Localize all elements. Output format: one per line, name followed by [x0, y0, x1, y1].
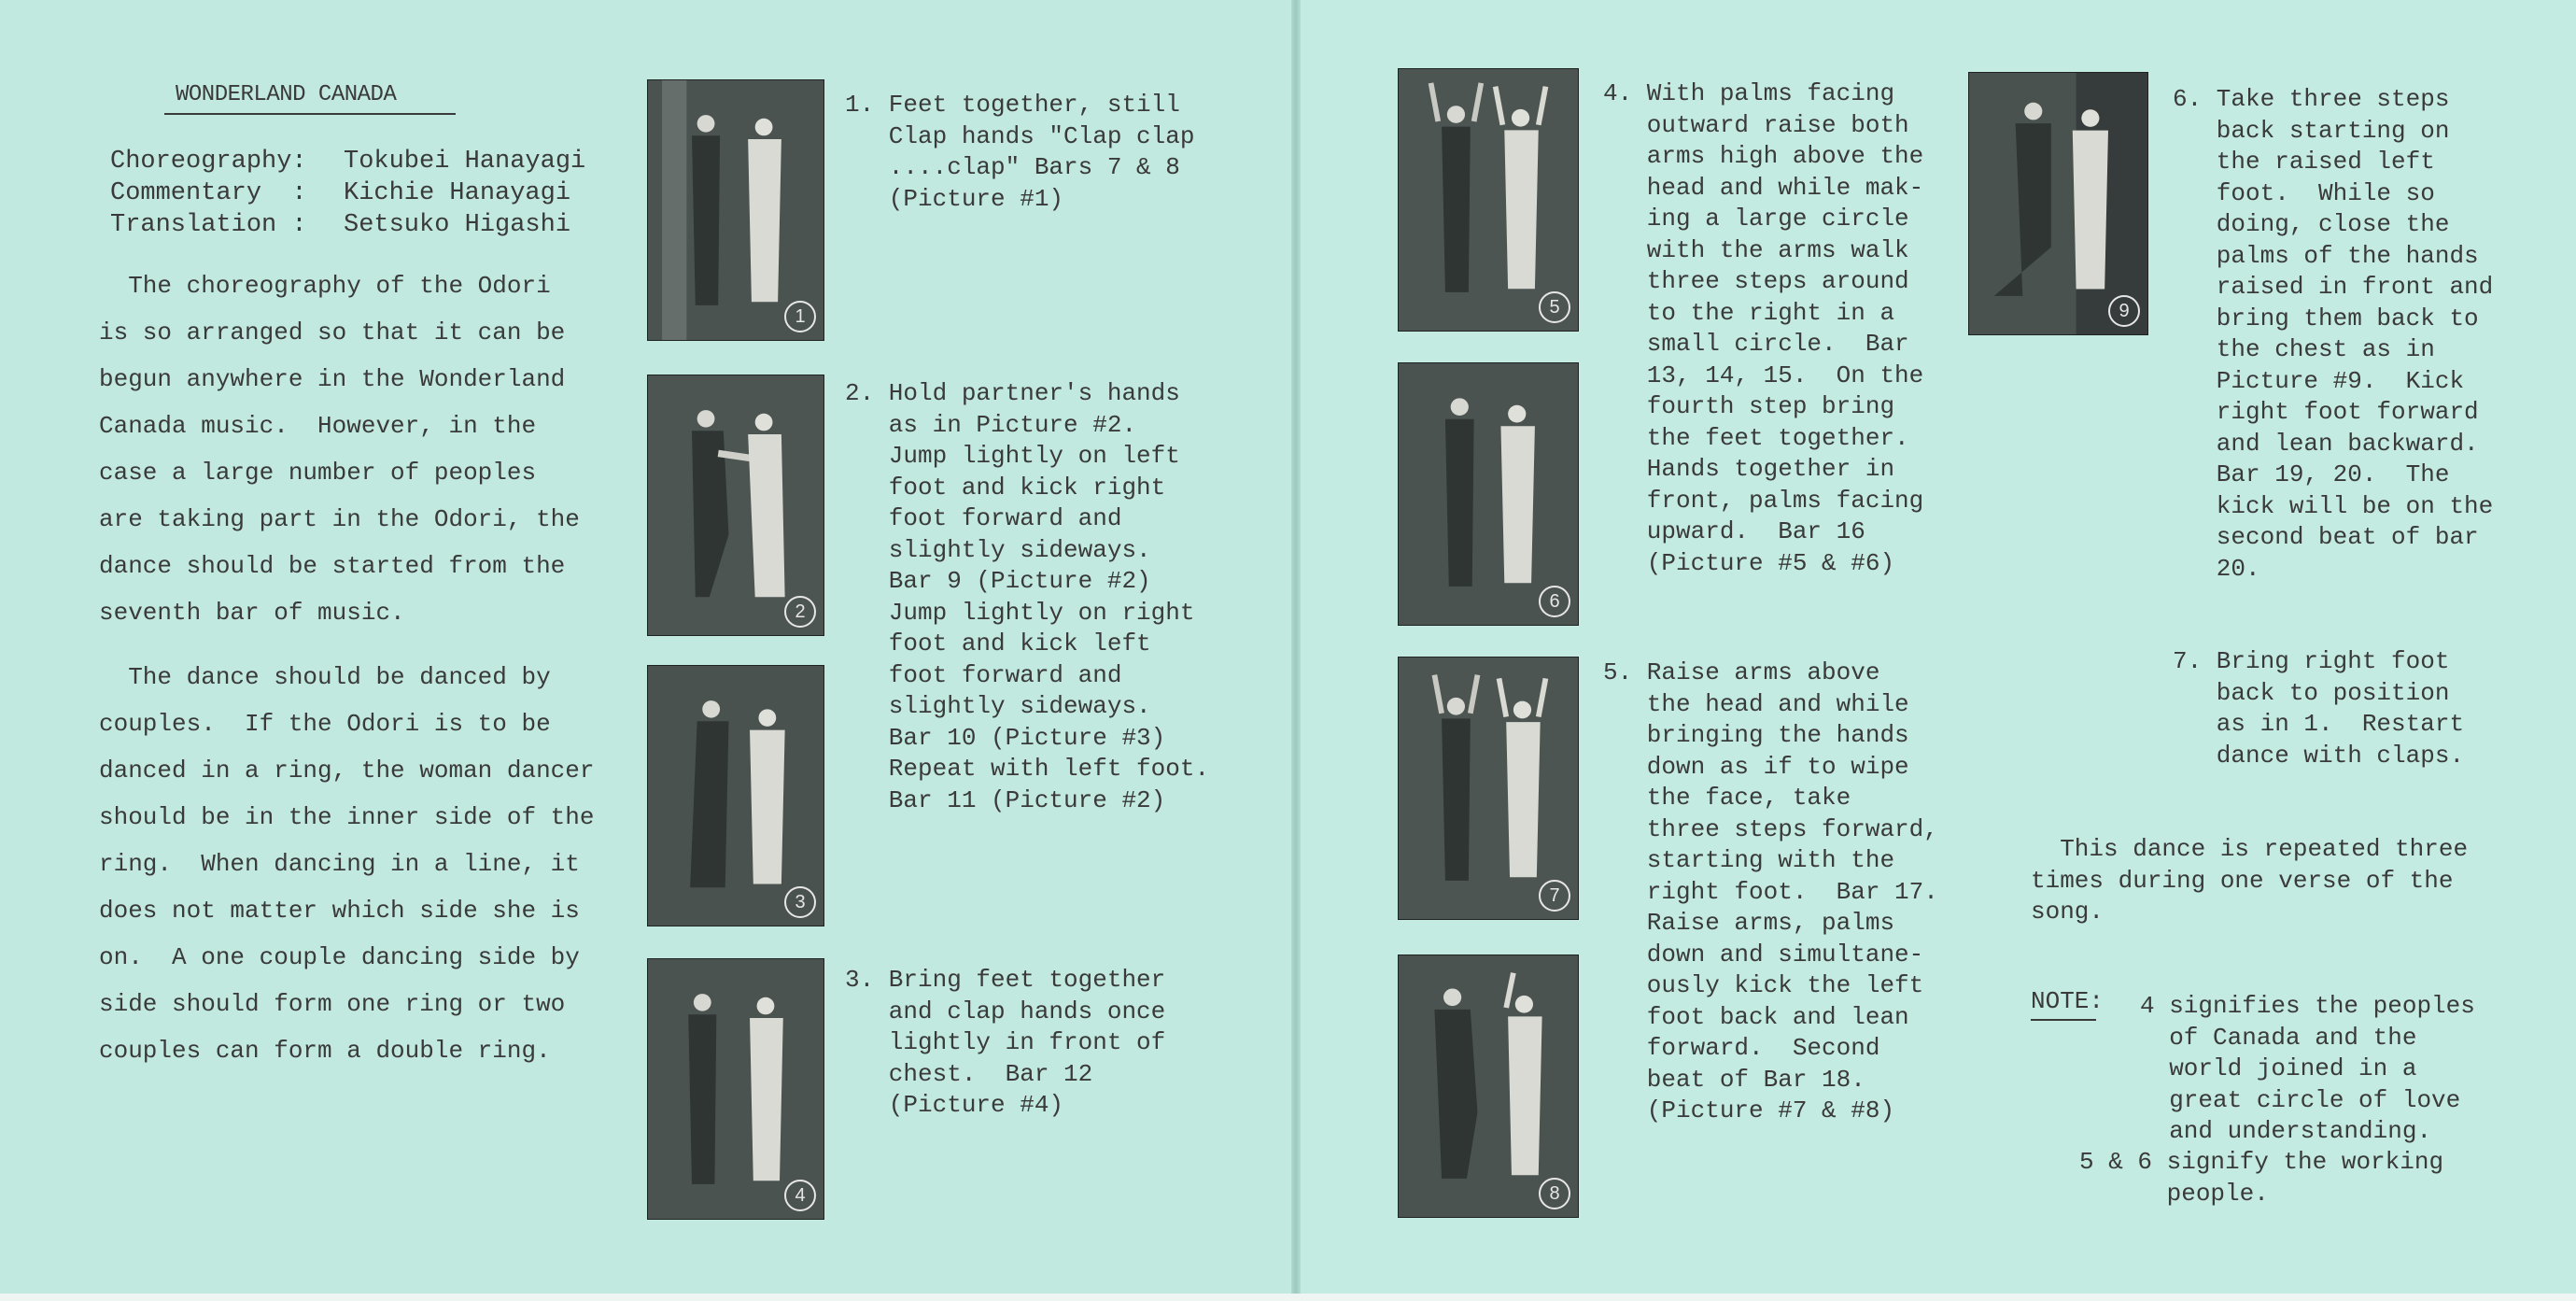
- step-line: Clap hands "Clap clap: [845, 121, 1195, 150]
- step-line: Jump lightly on right: [845, 598, 1195, 627]
- dance-photo-8: [1398, 955, 1579, 1218]
- step-line: 1. Feet together, still: [845, 91, 1180, 119]
- step-line: foot and kick right: [845, 473, 1166, 502]
- step-line: Bar 10 (Picture #3): [845, 723, 1166, 752]
- dance-photo-3: [647, 665, 824, 926]
- paragraph-line: couples. If the Odori is to be: [99, 710, 551, 738]
- step-line: 20.: [2173, 554, 2260, 583]
- step-line: (Picture #5 & #6): [1603, 548, 1895, 577]
- credit-row: [110, 146, 585, 177]
- step-6-text: [2173, 84, 2493, 585]
- step-line: This dance is repeated three: [2031, 835, 2469, 863]
- step-line: Hands together in: [1603, 455, 1895, 483]
- note-line: world joined in a: [2140, 1054, 2417, 1082]
- page-bottom-edge: [0, 1294, 2576, 1301]
- credit-name: Kichie Hanayagi: [344, 179, 571, 207]
- step-line: foot and kick left: [845, 629, 1151, 658]
- step-line: right foot forward: [2173, 398, 2479, 426]
- step-line: Bar 11 (Picture #2): [845, 785, 1166, 814]
- step-line: lightly in front of: [845, 1028, 1166, 1056]
- step-line: (Picture #7 & #8): [1603, 1096, 1895, 1124]
- note-label: NOTE:: [2031, 987, 2104, 1015]
- step-line: back to position: [2173, 678, 2450, 707]
- step-line: times during one verse of the: [2031, 866, 2454, 895]
- step-7-text: [2173, 646, 2464, 771]
- step-line: forward. Second: [1603, 1034, 1880, 1062]
- note-text: [2140, 991, 2475, 1148]
- step-line: Picture #9. Kick: [2173, 366, 2465, 395]
- note-text-2: [2079, 1147, 2443, 1209]
- step-line: 6. Take three steps: [2173, 85, 2450, 113]
- step-line: down as if to wipe: [1603, 752, 1909, 781]
- note-line: of Canada and the: [2140, 1023, 2417, 1052]
- page-gutter: [1291, 0, 1301, 1301]
- paragraph-line: begun anywhere in the Wonderland: [99, 365, 566, 393]
- credit-role: Commentary :: [110, 179, 307, 207]
- step-line: as in Picture #2.: [845, 410, 1137, 439]
- paragraph-line: The choreography of the Odori: [99, 272, 551, 300]
- picture-number-badge: 3: [784, 886, 816, 918]
- dance-photo-1: [647, 79, 824, 341]
- paragraph-line: Canada music. However, in the: [99, 412, 537, 440]
- credit-name: Setsuko Higashi: [344, 211, 571, 239]
- credits-block: [110, 146, 585, 241]
- dance-photo-5: [1398, 68, 1579, 332]
- step-line: 3. Bring feet together: [845, 966, 1166, 994]
- dance-photo-2: [647, 375, 824, 636]
- step-3-text: [845, 965, 1165, 1122]
- paragraph-line: case a large number of peoples: [99, 459, 537, 487]
- step-line: the face, take: [1603, 784, 1851, 812]
- note-line: great circle of love: [2140, 1085, 2461, 1114]
- step-line: small circle. Bar: [1603, 330, 1909, 358]
- step-line: ously kick the left: [1603, 971, 1924, 999]
- paragraph-line: is so arranged so that it can be: [99, 318, 566, 346]
- paragraph-line: dance should be started from the: [99, 552, 566, 580]
- dance-photo-7: [1398, 657, 1579, 920]
- note-line: 4 signifies the peoples: [2140, 992, 2475, 1020]
- intro-paragraph: [99, 262, 640, 636]
- step-line: slightly sideways.: [845, 535, 1151, 564]
- page-title: WONDERLAND CANADA: [176, 82, 397, 107]
- paragraph-line: on. A one couple dancing side by: [99, 943, 580, 971]
- step-line: the raised left: [2173, 148, 2435, 176]
- step-line: Bar 19, 20. The: [2173, 460, 2450, 488]
- step-line: outward raise both: [1603, 110, 1909, 139]
- step-line: (Picture #4): [845, 1091, 1064, 1119]
- step-line: 4. With palms facing: [1603, 79, 1895, 107]
- step-line: foot forward and: [845, 504, 1122, 532]
- step-line: and lean backward.: [2173, 429, 2479, 458]
- note-underline: [2031, 1019, 2096, 1021]
- step-line: as in 1. Restart: [2173, 710, 2465, 738]
- picture-number-badge: 7: [1539, 880, 1570, 912]
- picture-number-badge: 6: [1539, 586, 1570, 617]
- step-line: 2. Hold partner's hands: [845, 379, 1180, 407]
- step-2-text: [845, 378, 1209, 816]
- step-line: beat of Bar 18.: [1603, 1065, 1865, 1094]
- step-line: back starting on: [2173, 116, 2450, 145]
- step-line: foot back and lean: [1603, 1002, 1909, 1031]
- step-line: the feet together.: [1603, 423, 1909, 452]
- step-line: slightly sideways.: [845, 692, 1151, 720]
- title-underline: [164, 113, 456, 115]
- step-line: arms high above the: [1603, 142, 1924, 170]
- picture-number-badge: 1: [784, 301, 816, 332]
- dance-photo-6: [1398, 362, 1579, 626]
- step-line: song.: [2031, 898, 2104, 926]
- credit-role: Choreography:: [110, 148, 307, 176]
- step-line: Jump lightly on left: [845, 442, 1180, 470]
- step-line: down and simultane-: [1603, 940, 1924, 969]
- step-line: (Picture #1): [845, 184, 1064, 213]
- paragraph-line: seventh bar of music.: [99, 599, 405, 627]
- step-line: three steps around: [1603, 267, 1909, 295]
- step-line: upward. Bar 16: [1603, 517, 1865, 545]
- paragraph-line: The dance should be danced by: [99, 663, 551, 691]
- step-line: Bar 9 (Picture #2): [845, 567, 1151, 595]
- dance-photo-4: [647, 958, 824, 1220]
- picture-number-badge: 9: [2108, 295, 2140, 327]
- step-line: front, palms facing: [1603, 486, 1924, 515]
- repeat-note-text: [2031, 834, 2468, 928]
- picture-number-badge: 5: [1539, 291, 1570, 323]
- step-line: starting with the: [1603, 846, 1895, 874]
- step-5-text: [1603, 658, 1938, 1127]
- paragraph-line: should be in the inner side of the: [99, 803, 595, 831]
- step-line: to the right in a: [1603, 298, 1895, 327]
- picture-number-badge: 8: [1539, 1178, 1570, 1209]
- step-line: second beat of bar: [2173, 523, 2479, 551]
- step-1-text: [845, 90, 1194, 215]
- credit-role: Translation :: [110, 211, 307, 239]
- paragraph-line: side should form one ring or two: [99, 990, 566, 1018]
- picture-number-badge: 2: [784, 596, 816, 628]
- step-line: palms of the hands: [2173, 241, 2479, 270]
- step-line: with the arms walk: [1603, 235, 1909, 264]
- step-line: three steps forward,: [1603, 814, 1938, 843]
- step-line: bring them back to: [2173, 304, 2479, 332]
- step-line: foot forward and: [845, 660, 1122, 689]
- step-line: 7. Bring right foot: [2173, 647, 2450, 675]
- step-line: bringing the hands: [1603, 721, 1909, 749]
- note-line: and understanding.: [2140, 1117, 2432, 1145]
- step-4-text: [1603, 78, 1923, 579]
- credit-row: [110, 177, 585, 209]
- step-line: dance with claps.: [2173, 741, 2465, 770]
- paragraph-line: danced in a ring, the woman dancer: [99, 757, 595, 785]
- picture-number-badge: 4: [784, 1180, 816, 1211]
- step-line: 5. Raise arms above: [1603, 658, 1880, 686]
- step-line: ing a large circle: [1603, 205, 1909, 233]
- step-line: Raise arms, palms: [1603, 909, 1895, 937]
- dance-photo-9: [1968, 72, 2148, 335]
- step-line: the chest as in: [2173, 335, 2435, 363]
- step-line: Repeat with left foot.: [845, 755, 1210, 783]
- step-line: chest. Bar 12: [845, 1059, 1093, 1088]
- step-line: right foot. Bar 17.: [1603, 877, 1938, 906]
- step-line: raised in front and: [2173, 273, 2494, 301]
- paragraph-line: are taking part in the Odori, the: [99, 505, 580, 533]
- note-line: people.: [2079, 1179, 2269, 1208]
- paragraph-line: couples can form a double ring.: [99, 1037, 551, 1065]
- step-line: kick will be on the: [2173, 491, 2494, 520]
- step-line: the head and while: [1603, 689, 1909, 718]
- step-line: foot. While so: [2173, 178, 2435, 207]
- step-line: and clap hands once: [845, 997, 1166, 1025]
- step-line: doing, close the: [2173, 210, 2450, 238]
- note-line: 5 & 6 signify the working: [2079, 1148, 2444, 1176]
- credit-name: Tokubei Hanayagi: [344, 148, 586, 176]
- credit-row: [110, 209, 585, 241]
- paragraph-line: does not matter which side she is: [99, 897, 580, 925]
- paragraph-line: ring. When dancing in a line, it: [99, 850, 580, 878]
- step-line: ....clap" Bars 7 & 8: [845, 153, 1180, 181]
- step-line: 13, 14, 15. On the: [1603, 361, 1924, 389]
- step-line: fourth step bring: [1603, 392, 1895, 420]
- step-line: head and while mak-: [1603, 173, 1924, 202]
- couples-paragraph: [99, 654, 640, 1074]
